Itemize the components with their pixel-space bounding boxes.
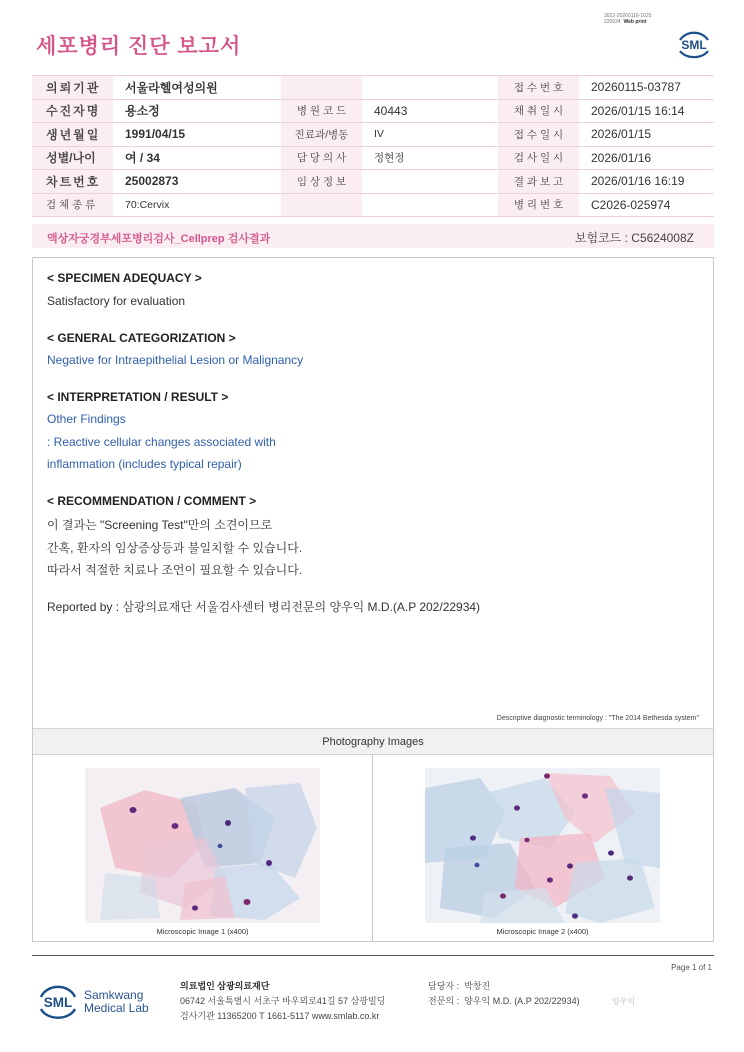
info-label: 성별/나이 [32,146,113,170]
sml-logo-icon [674,26,714,64]
info-label [281,76,362,100]
info-label: 병 리 번 호 [498,193,579,217]
recommendation-line: 간혹, 환자의 임상증상등과 불일치할 수 있습니다. [47,541,303,555]
info-label: 접 수 일 시 [498,123,579,147]
info-label: 검 사 일 시 [498,146,579,170]
info-value: 정현정 [362,146,498,170]
info-label: 담 당 의 사 [281,146,362,170]
terminology-note: Descriptive diagnostic terminology : "The 2014 Bethesda system" [496,715,699,722]
info-value [362,76,498,100]
info-label: 검 체 종 류 [32,193,113,217]
info-value [362,193,498,217]
info-value: 25002873 [113,170,281,194]
interpretation-heading: < INTERPRETATION / RESULT > [47,390,229,404]
org-contact: 검사기관 11365200 T 1661-5117 www.smlab.co.kr [180,1011,380,1021]
info-value: 용소정 [113,99,281,123]
table-row [32,146,714,170]
info-value: C2026-025974 [579,193,714,217]
general-categorization-heading: < GENERAL CATEGORIZATION > [47,331,236,345]
brand-line1: Samkwang [84,988,144,1002]
info-value [362,170,498,194]
exam-title-bar [32,224,714,248]
footer-divider [32,955,714,956]
reported-by: Reported by : 삼광의료재단 서울검사센터 병리전문의 양우익 M.D.(A.P 202/22934) [47,600,481,614]
photo-section-title: Photography Images [322,736,424,748]
info-value: 여 / 34 [113,146,281,170]
interpretation-line: inflammation (includes typical repair) [47,457,242,471]
svg-text:SML: SML [43,995,73,1010]
recommendation-line: 따라서 적절한 치료나 조언이 필요할 수 있습니다. [47,563,303,577]
organization-info [180,979,385,1024]
specialist-label: 전문의 : [428,996,460,1006]
info-value: 20260115-03787 [579,76,714,100]
signature-stamp: 양우익 [612,997,636,1006]
microscopic-image-2 [425,768,660,923]
table-row [32,99,714,123]
page-title: 세포병리 진단 보고서 [36,35,242,58]
samkwang-logo-icon [36,982,80,1024]
info-value: 70:Cervix [113,193,281,217]
info-label: 임 상 정 보 [281,170,362,194]
image-caption-1: Microscopic Image 1 (x400) [156,927,249,936]
info-label: 진료과/병동 [281,123,362,147]
print-id-line1: 3022-20260116-1625 [604,13,652,19]
recommendation-heading: < RECOMMENDATION / COMMENT > [47,494,257,508]
specimen-adequacy-text: Satisfactory for evaluation [47,294,186,308]
report-box [32,257,714,942]
info-label: 생년월일 [32,123,113,147]
info-label [281,193,362,217]
info-value: 2026/01/16 [579,146,714,170]
manager-name: 박창진 [464,981,491,991]
manager-label: 담당자 : [428,981,460,991]
info-label: 채 취 일 시 [498,99,579,123]
print-metadata [604,13,651,25]
info-label: 수진자명 [32,99,113,123]
info-value: 1991/04/15 [113,123,281,147]
page-number: Page 1 of 1 [671,963,712,972]
specimen-adequacy-heading: < SPECIMEN ADEQUACY > [47,271,202,285]
photo-divider [372,754,373,941]
info-value: 서울라헬여성의원 [113,76,281,100]
patient-info-table [32,75,714,217]
info-value: 2026/01/16 16:19 [579,170,714,194]
image-caption-2: Microscopic Image 2 (x400) [496,927,589,936]
org-address: 06742 서울특별시 서초구 바우뫼로41길 57 삼광빌딩 [180,996,386,1006]
insurance-code: 보험코드 : C5624008Z [574,231,694,245]
exam-title: 액상자궁경부세포병리검사_Cellprep 검사결과 [47,233,271,245]
print-mode: Web print [623,19,647,25]
table-row [32,170,714,194]
svg-text:SML: SML [681,38,707,52]
signatory-info [428,979,580,1009]
interpretation-line: : Reactive cellular changes associated with [47,435,276,449]
microscopic-image-1 [85,768,320,923]
brand-name [84,989,149,1015]
info-label: 접 수 번 호 [498,76,579,100]
table-row [32,76,714,100]
org-name: 의료법인 삼광의료재단 [180,981,270,991]
table-row [32,193,714,217]
info-value: 2026/01/15 [579,123,714,147]
info-label: 결 과 보 고 [498,170,579,194]
interpretation-line: Other Findings [47,412,126,426]
recommendation-line: 이 결과는 "Screening Test"만의 소견이므로 [47,518,273,532]
general-categorization-text: Negative for Intraepithelial Lesion or Malignancy [47,353,304,367]
specialist-name: 양우익 M.D. (A.P 202/22934) [464,996,580,1006]
info-value: IV [362,123,498,147]
print-id-line2: 220024 [604,19,621,25]
info-value: 2026/01/15 16:14 [579,99,714,123]
photo-section-header [33,728,713,755]
info-value: 40443 [362,99,498,123]
info-label: 의뢰기관 [32,76,113,100]
info-label: 차트번호 [32,170,113,194]
info-label: 병 원 코 드 [281,99,362,123]
brand-line2: Medical Lab [84,1001,149,1015]
table-row [32,123,714,147]
